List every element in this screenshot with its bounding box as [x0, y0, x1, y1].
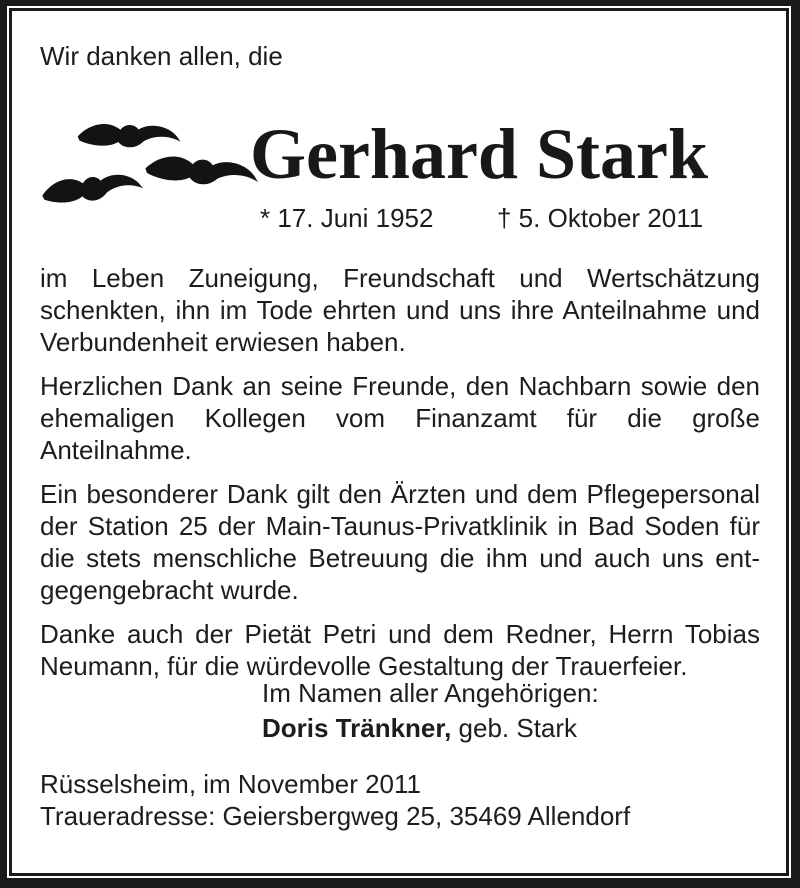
paragraph-line: schenkten, ihn im Tode ehrten und uns ihre Anteilnahme und [40, 295, 760, 325]
signer-maiden-name: geb. Stark [451, 713, 578, 743]
footer-block [40, 768, 630, 832]
signature-block [262, 676, 599, 746]
paragraph-line: Neumann, für die würdevolle Gestaltung der Trauerfeier. [40, 651, 688, 681]
mourning-address-line: Traueradresse: Geiersbergweg 25, 35469 Allendorf [40, 801, 631, 831]
signer-line [262, 711, 599, 746]
intro-text: Wir danken allen, die [40, 41, 283, 71]
flying-birds-icon [36, 110, 268, 214]
paragraph-line: Danke auch der Pietät Petri und dem Redner, Herrn Tobias [40, 619, 760, 649]
paragraph-line: gegengebracht wurde. [40, 575, 299, 605]
thanks-paragraph [40, 370, 760, 466]
on-behalf-line: Im Namen aller Angehörigen: [262, 678, 599, 708]
paragraph-line: Herzlichen Dank an seine Freunde, den Nachbarn sowie den [40, 371, 760, 401]
thanks-paragraph [40, 262, 760, 358]
paragraph-line: ehemaligen Kollegen vom Finanzamt für die große Anteilnahme. [40, 403, 760, 465]
deceased-name: Gerhard Stark [250, 114, 708, 194]
thanks-paragraph [40, 478, 760, 606]
birth-date: * 17. Juni 1952 [260, 203, 434, 233]
death-date: † 5. Oktober 2011 [497, 203, 704, 233]
paragraph-line: Ein besonderer Dank gilt den Ärzten und dem Pflegepersonal [40, 479, 760, 509]
paragraph-line: der Station 25 der Main-Taunus-Privatklinik in Bad Soden für [40, 511, 760, 541]
thanks-paragraphs [40, 262, 760, 694]
inner-frame [9, 8, 789, 876]
city-date-line: Rüsselsheim, im November 2011 [40, 769, 421, 799]
signer-name: Doris Tränkner, [262, 713, 452, 743]
paragraph-line: die stets menschliche Betreuung die ihm und auch uns ent- [40, 543, 760, 573]
paragraph-line: Verbundenheit erwiesen haben. [40, 327, 406, 357]
thanks-paragraph [40, 618, 760, 682]
paragraph-line: im Leben Zuneigung, Freundschaft und Wertschätzung [40, 263, 760, 293]
